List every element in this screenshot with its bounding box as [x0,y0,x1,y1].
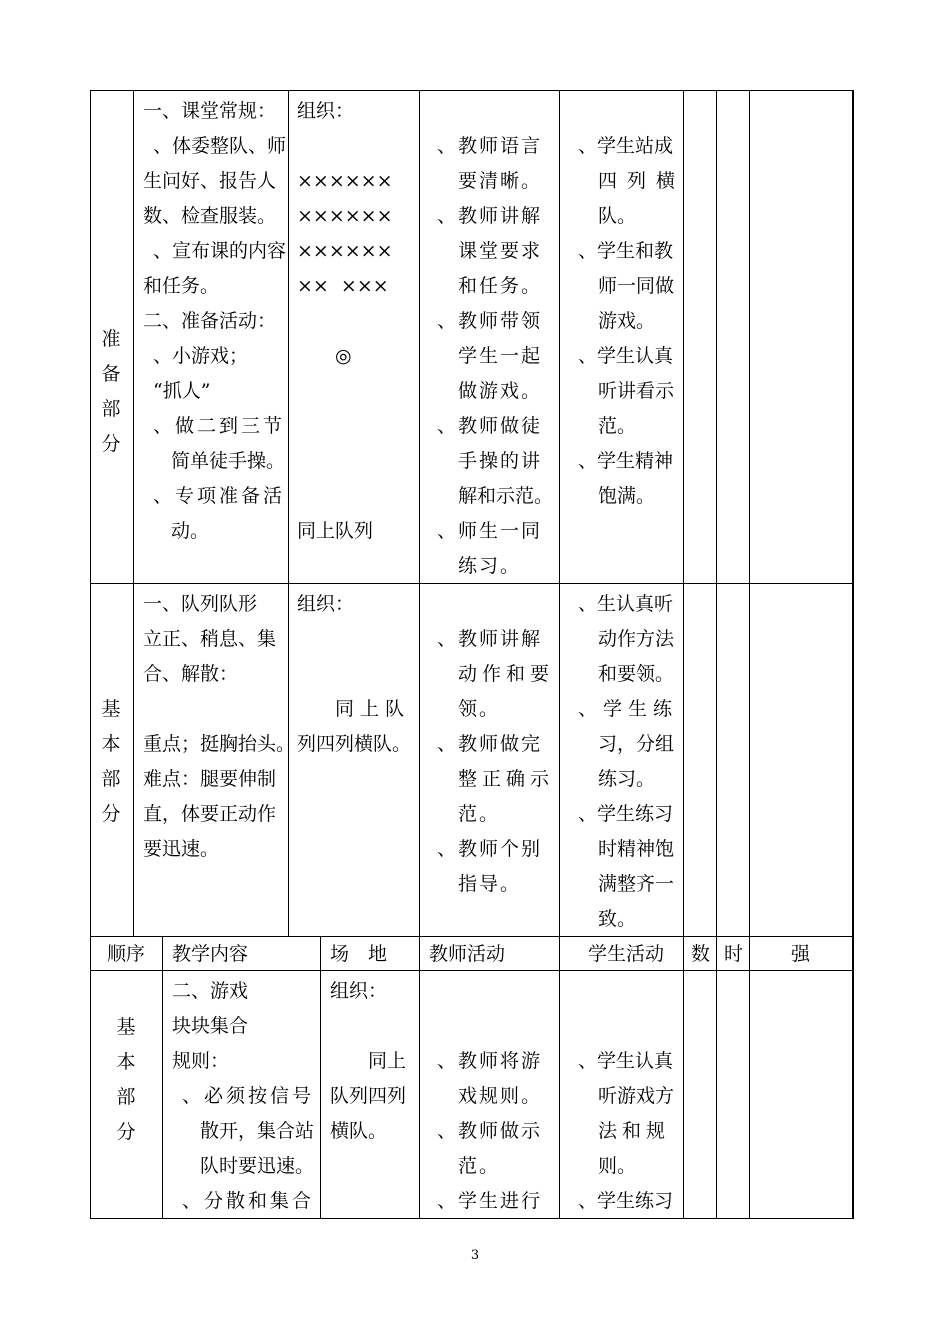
col-rule-site [419,90,420,1218]
org-label: 组织： [297,100,355,122]
section1-label: 准 备 部 分 [101,328,121,455]
section2-organization: 组织： 同 上 队 列四列横队。 [297,587,411,762]
section3-label: 基 本 部 分 [116,1016,136,1143]
section2-label: 基 本 部 分 [101,698,121,825]
header-content: 教学内容 [172,943,249,965]
section1-organization [297,94,393,549]
header-order: 顺序 [107,943,146,965]
formation-row: ×××××× [297,170,393,192]
section1-student-activity: 、学生站成 四列横 队。 、学生和教 师一同做 游戏。 、学生认真 听讲看示 范。 、学生精神 饱满。 [578,135,686,507]
col-rule-count [716,90,717,1218]
table-rule-2 [90,936,854,937]
org-label: 组织： [297,593,355,615]
col-rule-order [133,90,134,936]
org-note: 同上队列 [297,520,374,542]
col-rule-teacher [559,90,560,1218]
header-time: 时 [724,943,744,965]
formation-row: ×××××× [297,205,393,227]
section1-teacher-activity: 、教师语言 要清晰。 、教师讲解 课堂要求 和任务。 、教师带领 学生一起 做游戏。 、教师做徒 手操的讲 解和示范。 、师生一同 练习。 [437,135,554,577]
header-site: 场 地 [330,943,388,965]
col-rule-time [749,90,750,1218]
formation-row: ×××××× [297,240,393,262]
section1-content: 一、课堂常规： 、体委整队、师 生问好、报告人 数、检查服装。 、宣布课的内容 和任务。 二、准备活动： 、小游戏； “抓人” 、做二到三节 简单徒手操。 、专项准备活 动。 [143,100,287,542]
org-label: 组织： [330,980,388,1002]
table-top-rule [90,90,854,91]
teacher-position-mark: ◎ [335,345,352,367]
table-right-border [852,90,854,1218]
header-teacher: 教师活动 [429,943,506,965]
page-number: 3 [470,1248,480,1263]
col-rule-content-lower [320,936,321,1218]
header-intensity: 强 [791,943,811,965]
section3-content: 二、游戏 块块集合 规则： 、必须按信号 散开，集合站 队时要迅速。 、分散和集合 [172,980,315,1212]
header-student: 学生活动 [588,943,665,965]
section2-content: 一、队列队形 立正、稍息、集 合、解散： 重点；挺胸抬头。 难点：腿要伸制 直，体要正动作 要迅速。 [143,593,296,860]
col-rule-order-lower [162,936,163,1218]
header-count: 数 [691,943,711,965]
section3-organization: 组织： 同上 队列四列 横队。 [330,974,406,1149]
table-rule-3 [90,970,854,971]
table-left-border [90,90,91,1218]
formation-row: ×× ××× [297,275,389,297]
section2-teacher-activity: 、教师讲解 动作和要 领。 、教师做完 整正确示 范。 、教师个别 指导。 [437,628,555,895]
section2-student-activity: 、生认真听 动作方法 和要领。 、学生练 习，分组 练习。 、学生练习 时精神饱 满整齐一 致。 [578,593,679,930]
section3-student-activity: 、学生认真 听游戏方 法和规 则。 、学生练习 [578,1050,675,1212]
section3-teacher-activity: 、教师将游 戏规则。 、教师做示 范。 、学生进行 [437,1050,543,1212]
